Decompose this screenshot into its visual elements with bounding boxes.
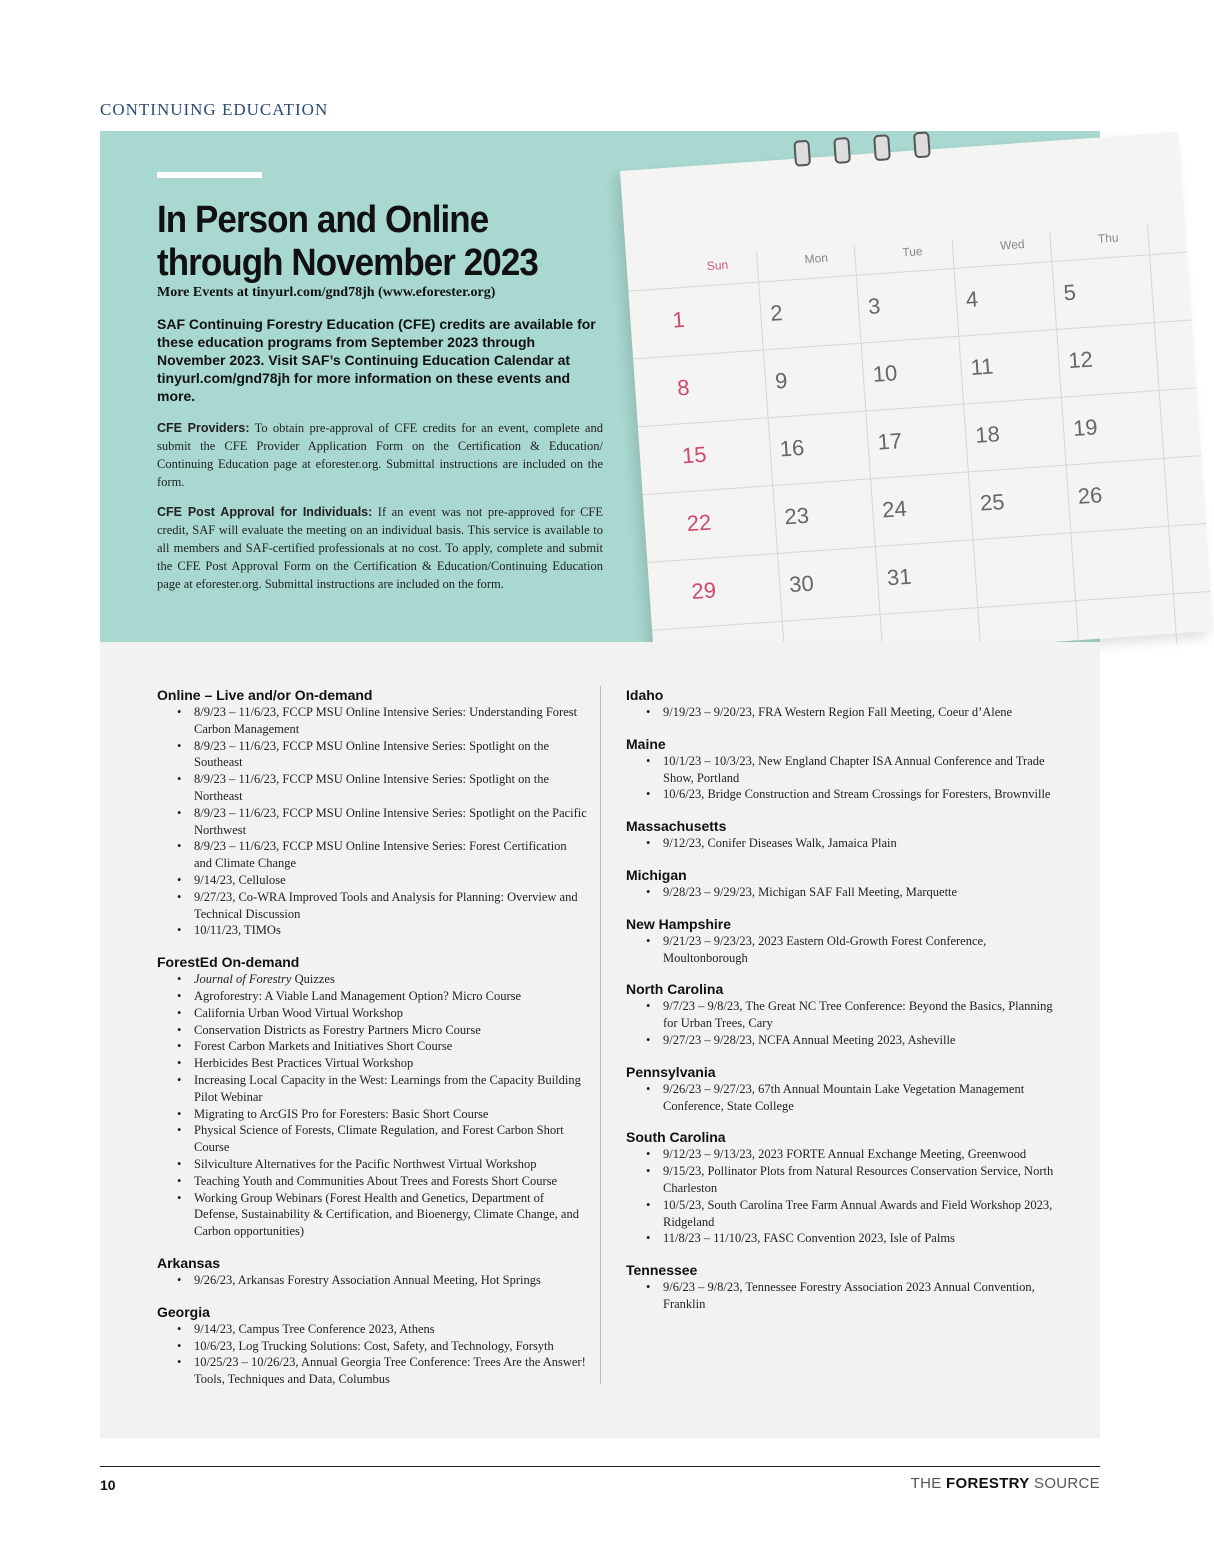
page-title [157, 199, 589, 285]
calendar-date: 1 [671, 306, 686, 333]
event-list [626, 704, 1056, 721]
more-events-link[interactable]: More Events at tinyurl.com/gnd78jh (www.eforester.org) [157, 285, 496, 300]
event-list [157, 704, 587, 939]
calendar-date: 18 [974, 421, 1001, 448]
event-group [626, 915, 1056, 967]
event-group-heading: New Hampshire [626, 915, 732, 932]
event-item: • 9/28/23 – 9/29/23, Michigan SAF Fall Meeting, Marquette [663, 884, 1056, 901]
event-list [626, 998, 1056, 1048]
title-line-2: through November 2023 [157, 242, 538, 284]
calendar-ring [913, 131, 931, 158]
event-item: • 9/26/23 – 9/27/23, 67th Annual Mountain Lake Vegetation Management Conference, State College [663, 1081, 1056, 1115]
event-group [626, 1261, 1056, 1313]
column-divider [600, 686, 601, 1384]
calendar-date: 31 [886, 563, 913, 591]
event-group-heading: ForestEd On-demand [157, 954, 300, 971]
calendar-ring [873, 134, 891, 161]
event-item: • 8/9/23 – 11/6/23, FCCP MSU Online Intensive Series: Spotlight on the Southeast [194, 738, 587, 772]
calendar-day-header: Thu [1097, 230, 1120, 246]
event-group [626, 817, 1056, 852]
event-item: • 9/12/23 – 9/13/23, 2023 FORTE Annual Exchange Meeting, Greenwood [663, 1146, 1056, 1163]
publication-masthead [911, 1475, 1100, 1492]
event-item: • 9/27/23, Co-WRA Improved Tools and Analysis for Planning: Overview and Technical Discussion [194, 889, 587, 923]
event-group [157, 953, 587, 1240]
event-item: • 8/9/23 – 11/6/23, FCCP MSU Online Intensive Series: Spotlight on the Pacific Northwest [194, 805, 587, 839]
event-item: • Teaching Youth and Communities About Trees and Forests Short Course [194, 1173, 587, 1190]
section-label: CONTINUING EDUCATION [100, 100, 329, 119]
event-group [157, 686, 587, 939]
title-accent-bar [157, 172, 262, 178]
event-list [626, 1146, 1056, 1247]
event-group [626, 686, 1056, 721]
event-item: • 8/9/23 – 11/6/23, FCCP MSU Online Intensive Series: Understanding Forest Carbon Management [194, 704, 587, 738]
cfe-post-approval-paragraph [157, 503, 603, 593]
event-group-heading: Online – Live and/or On-demand [157, 687, 373, 703]
calendar-illustration [620, 132, 1214, 670]
event-group [626, 980, 1056, 1048]
calendar-date: 5 [1062, 279, 1077, 306]
event-group-heading: Idaho [626, 687, 664, 703]
masthead-pre: THE [910, 1475, 947, 1492]
event-list [626, 884, 1056, 901]
masthead-post: SOURCE [1029, 1475, 1100, 1492]
event-group [626, 735, 1056, 803]
event-group-heading: Michigan [626, 866, 687, 883]
calendar-date: 26 [1076, 482, 1104, 509]
calendar-date: 16 [778, 434, 806, 462]
calendar-date: 23 [783, 502, 810, 530]
calendar-gridline [652, 591, 1211, 631]
event-item: • Journal of Forestry Quizzes [194, 971, 587, 988]
calendar-ring [793, 140, 811, 167]
event-group-heading: Georgia [157, 1303, 210, 1320]
hero-banner [100, 131, 1120, 642]
cfe-post-approval-lead: CFE Post Approval for Individuals: [157, 505, 373, 519]
event-group-heading: Pennsylvania [626, 1063, 716, 1080]
calendar-gridline [638, 387, 1197, 427]
event-group-heading: North Carolina [626, 981, 724, 998]
calendar-day-header: Mon [804, 250, 829, 267]
event-item: • 11/8/23 – 11/10/23, FASC Convention 2023, Isle of Palms [663, 1230, 1056, 1247]
cfe-providers-paragraph [157, 419, 603, 491]
calendar-date: 22 [685, 509, 713, 537]
event-item: • Herbicides Best Practices Virtual Workshop [194, 1055, 587, 1072]
event-item: • 9/21/23 – 9/23/23, 2023 Eastern Old-Growth Forest Conference, Moultonborough [663, 933, 1056, 967]
event-group [626, 1063, 1056, 1115]
calendar-date: 15 [681, 441, 708, 469]
event-group-heading: South Carolina [626, 1129, 726, 1146]
cfe-providers-lead: CFE Providers: [157, 421, 250, 435]
calendar-date: 11 [969, 353, 995, 380]
calendar-date: 29 [690, 577, 717, 605]
event-item: • Forest Carbon Markets and Initiatives Short Course [194, 1038, 587, 1055]
calendar-date: 2 [769, 300, 784, 326]
calendar-date: 17 [876, 428, 903, 455]
event-item: • 8/9/23 – 11/6/23, FCCP MSU Online Intensive Series: Forest Certification and Climate Change [194, 838, 587, 872]
event-group [157, 1303, 587, 1388]
event-item: • Working Group Webinars (Forest Health and Genetics, Department of Defense, Sustainability & Certification, and Bioenergy, Climate Change, and Carbon opportunities) [194, 1190, 587, 1240]
event-item: • 10/6/23, Log Trucking Solutions: Cost, Safety, and Technology, Forsyth [194, 1338, 587, 1355]
event-item: • 9/26/23, Arkansas Forestry Association Annual Meeting, Hot Springs [194, 1272, 587, 1289]
event-group [626, 866, 1056, 901]
cfe-providers-text: To obtain pre-approval of CFE credits for an event, complete and submit the CFE Provider Application Form on the Certification & Education/ Continuing Education page at eforester.org. Submittal instructions are included on the form. [157, 421, 603, 489]
events-column-right [626, 686, 1056, 1327]
event-list [626, 1279, 1056, 1313]
event-item: • 9/14/23, Cellulose [194, 872, 587, 889]
event-item: • 9/19/23 – 9/20/23, FRA Western Region Fall Meeting, Coeur d’Alene [663, 704, 1056, 721]
cfe-post-approval-text: If an event was not pre-approved for CFE credit, SAF will evaluate the meeting on an individual basis. This service is available to all members and SAF-certified professionals at no cost. To apply, complete and submit the CFE Post Approval Form on the Certification & Education/Continuing Education page at eforester.org. Submittal instructions are included on the form. [157, 505, 603, 591]
calendar-gridline [643, 455, 1202, 495]
calendar-date: 8 [676, 374, 691, 401]
footer-rule [100, 1466, 1100, 1467]
event-item: • California Urban Wood Virtual Workshop [194, 1005, 587, 1022]
event-item: • Physical Science of Forests, Climate Regulation, and Forest Carbon Short Course [194, 1122, 587, 1156]
event-list [157, 1321, 587, 1388]
calendar-day-header: Wed [999, 236, 1026, 253]
event-list [626, 1081, 1056, 1115]
event-item: • Conservation Districts as Forestry Partners Micro Course [194, 1022, 587, 1039]
event-group-heading: Tennessee [626, 1262, 698, 1279]
masthead-bold: FORESTRY [946, 1475, 1030, 1492]
calendar-date: 9 [774, 367, 789, 394]
calendar-date: 24 [881, 495, 908, 523]
event-group-heading: Arkansas [157, 1254, 221, 1271]
calendar-gridline [1147, 224, 1177, 643]
calendar-gridline [633, 319, 1192, 359]
calendar-date: 10 [871, 360, 899, 387]
event-list [626, 933, 1056, 967]
title-line-1: In Person and Online [157, 199, 489, 241]
calendar-date: 25 [979, 489, 1006, 516]
event-item: • 10/5/23, South Carolina Tree Farm Annual Awards and Field Workshop 2023, Ridgeland [663, 1197, 1056, 1231]
calendar-date: 3 [867, 293, 882, 319]
event-item: • 9/6/23 – 9/8/23, Tennessee Forestry Association 2023 Annual Convention, Franklin [663, 1279, 1056, 1313]
calendar-date: 4 [964, 286, 979, 313]
calendar-gridline [647, 523, 1206, 563]
event-item: • 10/1/23 – 10/3/23, New England Chapter ISA Annual Conference and Trade Show, Portland [663, 753, 1056, 787]
event-group-heading: Massachusetts [626, 818, 727, 835]
calendar-ring [833, 137, 851, 164]
event-list [157, 1272, 587, 1289]
event-item: • 10/11/23, TIMOs [194, 922, 587, 939]
event-list [626, 753, 1056, 803]
calendar-date: 30 [788, 570, 815, 598]
calendar-day-header: Sun [706, 257, 729, 274]
event-item: • 9/14/23, Campus Tree Conference 2023, Athens [194, 1321, 587, 1338]
page-number: 10 [100, 1477, 116, 1493]
event-list [626, 835, 1056, 852]
event-group [157, 1254, 587, 1289]
events-column-left [157, 686, 587, 1402]
event-item: • 9/7/23 – 9/8/23, The Great NC Tree Conference: Beyond the Basics, Planning for Urban Trees, Cary [663, 998, 1056, 1032]
event-item: • Agroforestry: A Viable Land Management Option? Micro Course [194, 988, 587, 1005]
event-group-heading: Maine [626, 735, 666, 752]
event-item: • 8/9/23 – 11/6/23, FCCP MSU Online Intensive Series: Spotlight on the Northeast [194, 771, 587, 805]
intro-paragraph: SAF Continuing Forestry Education (CFE) credits are available for these education programs from September 2023 through November 2023. Visit SAF’s Continuing Education Calendar at tinyurl.com/gnd78jh for more information on these events and more. [157, 316, 596, 404]
calendar-date: 19 [1072, 414, 1099, 441]
event-item: • Migrating to ArcGIS Pro for Foresters: Basic Short Course [194, 1106, 587, 1123]
event-item: • 9/12/23, Conifer Diseases Walk, Jamaica Plain [663, 835, 1056, 852]
event-item: • 10/6/23, Bridge Construction and Stream Crossings for Foresters, Brownville [663, 786, 1056, 803]
calendar-day-header: Tue [901, 244, 924, 260]
event-list [157, 971, 587, 1240]
event-item: • 9/15/23, Pollinator Plots from Natural Resources Conservation Service, North Charleston [663, 1163, 1056, 1197]
journal-title: Journal of Forestry [194, 972, 292, 987]
event-item: • 9/27/23 – 9/28/23, NCFA Annual Meeting 2023, Asheville [663, 1032, 1056, 1049]
event-group [626, 1128, 1056, 1247]
event-item: • Silviculture Alternatives for the Pacific Northwest Virtual Workshop [194, 1156, 587, 1173]
event-item: • Increasing Local Capacity in the West: Learnings from the Capacity Building Pilot Webinar [194, 1072, 587, 1106]
calendar-date: 12 [1067, 346, 1094, 374]
event-item: • 10/25/23 – 10/26/23, Annual Georgia Tree Conference: Trees Are the Answer! Tools, Techniques and Data, Columbus [194, 1354, 587, 1388]
